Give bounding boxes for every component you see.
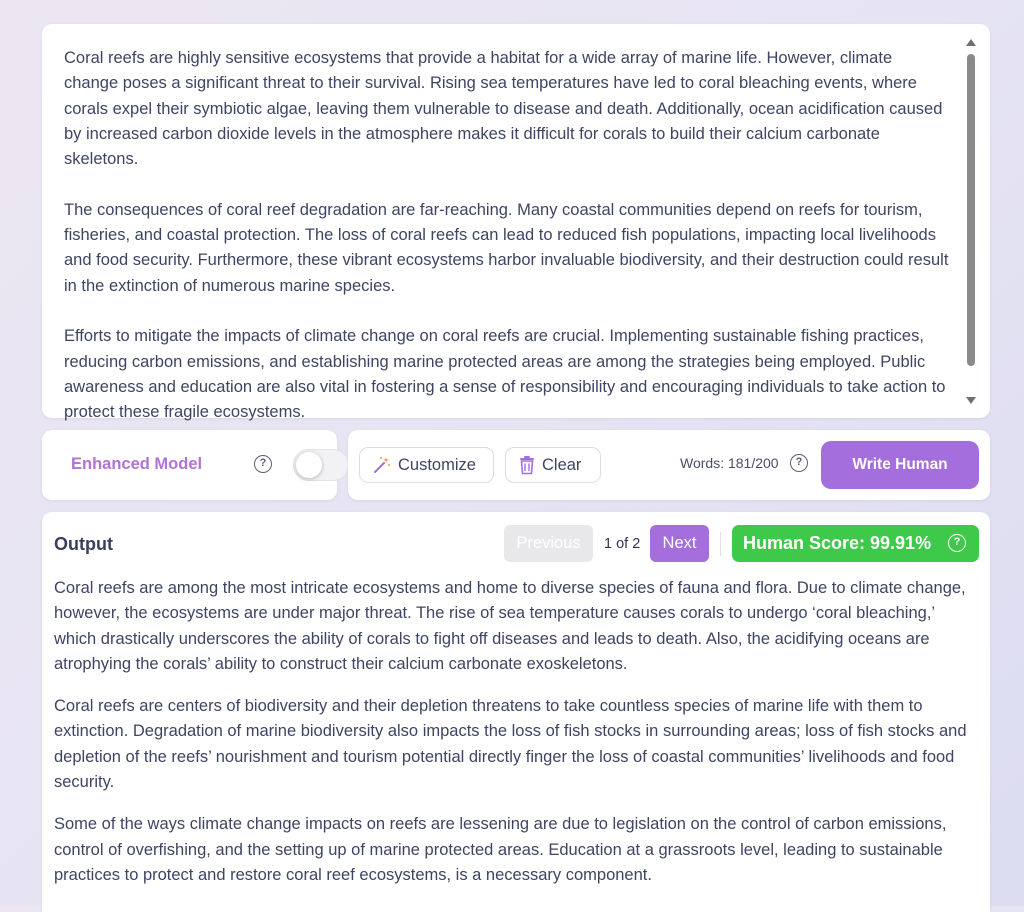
clear-button[interactable]: [505, 447, 601, 483]
input-panel: [42, 24, 990, 422]
scrollbar-thumb[interactable]: [967, 54, 975, 366]
enhanced-model-toggle[interactable]: [293, 449, 349, 481]
customize-label: Customize: [398, 455, 476, 474]
page-indicator: 1 of 2: [604, 536, 641, 552]
write-human-button[interactable]: Write Human: [821, 441, 979, 489]
trash-icon: [518, 455, 536, 475]
output-panel: [42, 512, 990, 912]
word-count: Words: 181/200: [680, 455, 779, 471]
human-score-badge: [732, 525, 979, 562]
scroll-down-arrow[interactable]: [966, 397, 976, 404]
actions-panel: [348, 430, 990, 500]
scroll-up-arrow[interactable]: [966, 39, 976, 46]
magic-wand-icon: [372, 455, 392, 475]
clear-label: Clear: [542, 455, 582, 474]
output-paragraph: Some of the ways climate change impacts on reefs are lessening are due to legislation on the control of carbon emissions, control of overfishing, and the setting up of marine protected areas. Education at a grassroots level, leading to sustainable practices to protect and restore coral reef ecosystems, is a necessary component.: [54, 815, 947, 884]
divider: [720, 532, 721, 556]
next-button[interactable]: Next: [650, 525, 709, 562]
question-circle-icon[interactable]: ?: [790, 454, 808, 472]
model-panel: [42, 430, 337, 500]
question-circle-icon[interactable]: ?: [948, 534, 966, 552]
output-paragraph: Coral reefs are centers of biodiversity and their depletion threatens to take countless species of marine life with them to extinction. Degradation of marine biodiversity also impacts the loss of fish stocks in surrounding areas; loss of fish stocks and depletion of the reefs’ nourishment and tourism potential directly finger the loss of coastal communities’ livelihoods and food security.: [54, 697, 967, 792]
output-title: Output: [54, 534, 113, 554]
input-paragraph: Coral reefs are highly sensitive ecosystems that provide a habitat for a wide array of marine life. However, climate change poses a significant threat to their survival. Rising sea temperatures have led to coral bleaching events, where corals expel their symbiotic algae, leaving them vulnerable to disease and death. Additionally, ocean acidification caused by increased carbon dioxide levels in the atmosphere makes it difficult for corals to build their calcium carbonate skeletons.: [64, 49, 943, 169]
enhanced-model-label: Enhanced Model: [71, 455, 203, 473]
toggle-knob: [296, 452, 322, 478]
question-circle-icon[interactable]: ?: [254, 455, 272, 473]
output-paragraph: Coral reefs are among the most intricate ecosystems and home to diverse species of fauna and flora. Due to climate change, however, the ecosystems are under major threat. The rise of sea temperature causes corals to undergo ‘coral bleaching,’ which drastically underscores the ability of corals to fight off diseases and leads to death. Also, the acidifying oceans are atrophying the corals’ ability to construct their calcium carbonate exoskeletons.: [54, 579, 966, 673]
customize-button[interactable]: [359, 447, 494, 483]
input-paragraph: Efforts to mitigate the impacts of climate change on coral reefs are crucial. Implementing sustainable fishing practices, reducing carbon emissions, and establishing marine protected areas are among the strategies being employed. Public awareness and education are also vital in fostering a sense of responsibility and encouraging individuals to take action to protect these fragile ecosystems.: [64, 327, 946, 422]
input-textarea[interactable]: [64, 46, 950, 422]
human-score-label: Human Score: 99.91%: [743, 533, 932, 553]
input-paragraph: The consequences of coral reef degradation are far-reaching. Many coastal communities depend on reefs for tourism, fisheries, and coastal protection. The loss of coral reefs can lead to reduced fish populations, impacting local livelihoods and food security. Furthermore, these vibrant ecosystems harbor invaluable biodiversity, and their destruction could result in the extinction of numerous marine species.: [64, 200, 949, 295]
previous-button[interactable]: Previous: [504, 525, 593, 562]
output-text: [54, 576, 978, 905]
